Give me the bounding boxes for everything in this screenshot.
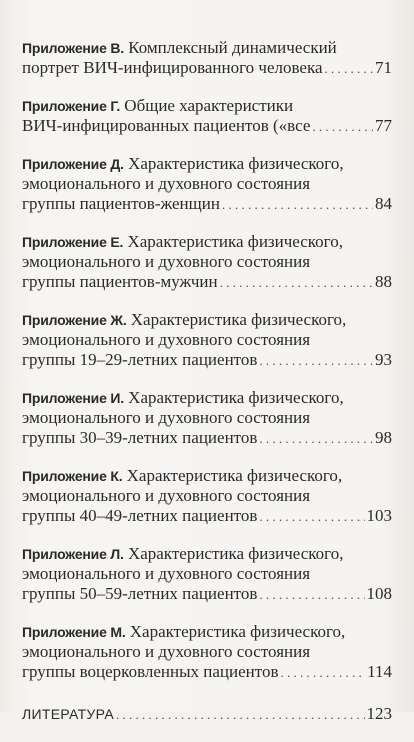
dot-leader <box>280 663 365 683</box>
entry-text: группы воцерковленных пациентов <box>22 662 279 681</box>
entry-text: эмоционального и духовного состояния <box>22 486 311 505</box>
entry-text: Общие характеристики <box>124 96 294 115</box>
entry-text: Характеристика физического, <box>130 310 347 329</box>
toc-last-line <box>22 272 392 293</box>
entry-text: Характеристика физического, <box>126 466 343 485</box>
toc-entry-appendix-e <box>22 232 392 293</box>
appendix-label: Приложение Д. <box>22 156 124 172</box>
toc-entry-appendix-m <box>22 622 392 683</box>
toc-line <box>22 408 392 428</box>
toc-line <box>22 564 392 584</box>
toc-line <box>22 174 392 194</box>
toc-line <box>22 96 392 116</box>
dot-leader <box>325 59 373 79</box>
appendix-label: Приложение В. <box>22 40 124 56</box>
toc-entry-appendix-i <box>22 388 392 449</box>
table-of-contents <box>22 38 392 742</box>
toc-entry-appendix-g <box>22 96 392 137</box>
entry-text: группы 50–59-летних пациентов <box>22 584 258 603</box>
dot-leader <box>259 429 373 449</box>
entry-text: Характеристика физического, <box>127 232 343 251</box>
literature-label: ЛИТЕРАТУРА <box>22 706 114 722</box>
appendix-label: Приложение М. <box>22 624 126 640</box>
entry-text: эмоционального и духовного состояния <box>22 642 311 661</box>
entry-text: Комплексный динамический <box>128 38 337 57</box>
entry-text: группы пациентов-женщин <box>22 194 220 213</box>
entry-text: эмоционального и духовного состояния <box>22 564 311 583</box>
page-number: 98 <box>375 428 392 447</box>
toc-line <box>22 622 392 642</box>
page-number: 88 <box>375 272 392 291</box>
page-number: 77 <box>375 116 392 135</box>
toc-line <box>22 642 392 662</box>
entry-text: группы 40–49-летних пациентов <box>22 506 258 525</box>
entry-text: Характеристика физического, <box>128 388 344 407</box>
toc-entry-appendix-k <box>22 466 392 527</box>
entry-text: эмоционального и духовного состояния <box>22 174 311 193</box>
toc-line <box>22 154 392 174</box>
toc-line <box>22 486 392 506</box>
toc-line <box>22 466 392 486</box>
appendix-label: Приложение Л. <box>22 546 124 562</box>
page-number: 93 <box>375 350 392 369</box>
entry-text: Характеристика физического, <box>127 544 344 563</box>
entry-text: группы пациентов-мужчин <box>22 272 218 291</box>
dot-leader <box>220 273 373 293</box>
toc-last-line <box>22 194 392 215</box>
toc-last-line <box>22 428 392 449</box>
entry-text: Характеристика физического, <box>129 622 346 641</box>
toc-last-line <box>22 116 392 137</box>
toc-entry-literature <box>22 704 392 725</box>
toc-line <box>22 330 392 350</box>
page-number: 103 <box>366 506 392 525</box>
toc-line <box>22 544 392 564</box>
dot-leader <box>259 507 364 527</box>
toc-line <box>22 232 392 252</box>
toc-last-line <box>22 662 392 683</box>
dot-leader <box>259 585 364 605</box>
toc-line <box>22 310 392 330</box>
toc-entry-appendix-d <box>22 154 392 215</box>
entry-text: эмоционального и духовного состояния <box>22 252 311 271</box>
toc-entry-appendix-l <box>22 544 392 605</box>
appendix-label: Приложение И. <box>22 390 124 406</box>
entry-text: ВИЧ-инфицированных пациентов («все <box>22 116 311 135</box>
toc-entry-appendix-v <box>22 38 392 79</box>
page-number: 71 <box>375 58 392 77</box>
entry-text: группы 19–29-летних пациентов <box>22 350 258 369</box>
entry-text: Характеристика физического, <box>128 154 344 173</box>
toc-line <box>22 38 392 58</box>
dot-leader <box>222 195 373 215</box>
page-number: 84 <box>375 194 392 213</box>
entry-text: эмоционального и духовного состояния <box>22 408 311 427</box>
toc-last-line <box>22 704 392 725</box>
appendix-label: Приложение Г. <box>22 98 121 114</box>
toc-line <box>22 252 392 272</box>
appendix-label: Приложение Е. <box>22 234 124 250</box>
page-number: 114 <box>367 662 392 681</box>
dot-leader <box>259 351 373 371</box>
page-number: 123 <box>366 704 392 723</box>
toc-last-line <box>22 506 392 527</box>
appendix-label: Приложение Ж. <box>22 312 127 328</box>
dot-leader <box>312 117 373 137</box>
toc-last-line <box>22 584 392 605</box>
toc-last-line <box>22 350 392 371</box>
dot-leader <box>116 705 365 725</box>
entry-text: группы 30–39-летних пациентов <box>22 428 258 447</box>
toc-last-line <box>22 58 392 79</box>
entry-text: портрет ВИЧ-инфицированного человека <box>22 58 323 77</box>
toc-line <box>22 388 392 408</box>
entry-text: эмоционального и духовного состояния <box>22 330 311 349</box>
page-number: 108 <box>366 584 392 603</box>
appendix-label: Приложение К. <box>22 468 123 484</box>
toc-entry-appendix-zh <box>22 310 392 371</box>
